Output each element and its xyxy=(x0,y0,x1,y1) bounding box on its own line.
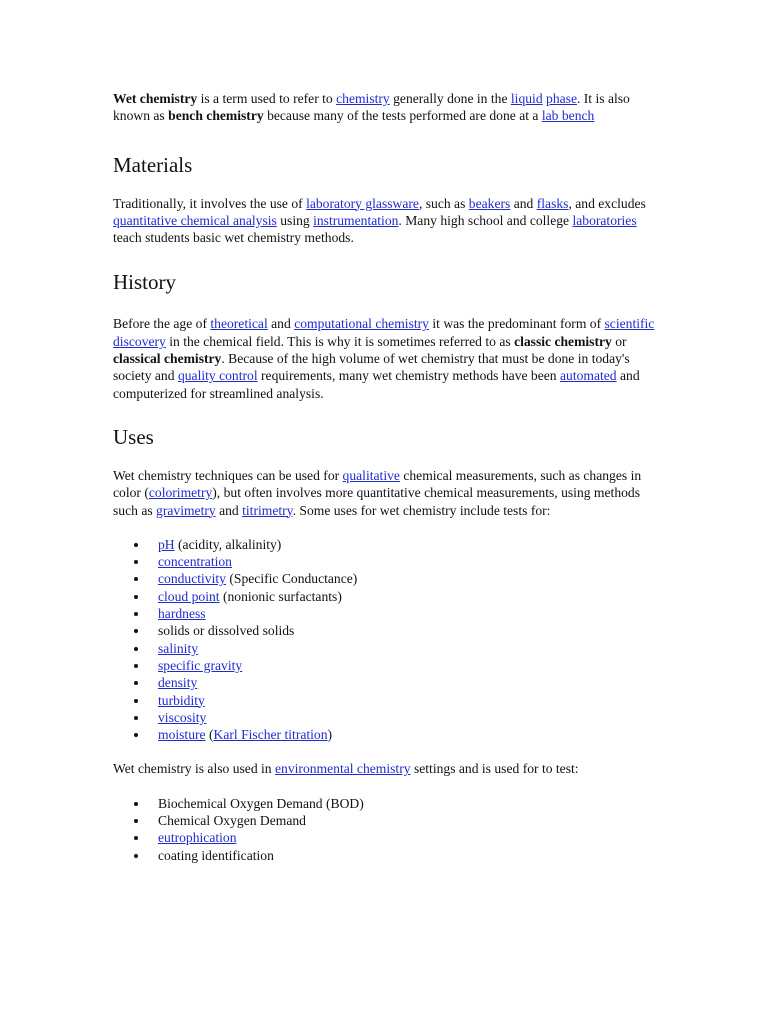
list-item xyxy=(113,795,658,812)
environment-tests-list xyxy=(113,795,658,864)
link-turbidity[interactable]: turbidity xyxy=(158,692,205,708)
link-eutrophication[interactable]: eutrophication xyxy=(158,830,237,846)
list-item xyxy=(113,640,658,657)
link-ph[interactable]: pH xyxy=(158,536,175,552)
classical-chemistry-bold: classical chemistry xyxy=(113,351,222,367)
article-body xyxy=(113,90,658,864)
list-item xyxy=(113,709,658,726)
link-lab-bench[interactable]: lab bench xyxy=(541,108,595,124)
list-item-text: solids or dissolved solids xyxy=(158,623,295,639)
list-item xyxy=(113,657,658,674)
list-item-text: Chemical Oxygen Demand xyxy=(158,813,306,829)
link-flasks[interactable]: flasks xyxy=(536,195,569,211)
list-item-note: ) xyxy=(327,727,333,743)
link-automated[interactable]: automated xyxy=(559,368,617,384)
list-item xyxy=(113,605,658,622)
link-density[interactable]: density xyxy=(158,675,198,691)
list-item xyxy=(113,570,658,587)
list-item-text: Biochemical Oxygen Demand (BOD) xyxy=(158,795,364,811)
link-colorimetry[interactable]: colorimetry xyxy=(148,485,213,501)
intro-paragraph: Wet chemistry is a term used to refer to chemistry generally done in the liquid phase. It is also known as bench chemistry because many of the tests performed are done at a lab bench xyxy=(113,91,630,124)
link-quantitative-chemical-analysis[interactable]: quantitative chemical analysis xyxy=(113,212,277,228)
link-titrimetry[interactable]: titrimetry xyxy=(242,502,293,518)
list-item xyxy=(113,847,658,864)
uses-paragraph: Wet chemistry techniques can be used for qualitative chemical measurements, such as changes in color (colorimetry), but often involves more quantitative chemical measurements, using methods such as gravimetry and titrimetry. Some uses for wet chemistry include tests for: xyxy=(113,467,642,518)
link-conductivity[interactable]: conductivity xyxy=(158,571,226,587)
list-item xyxy=(113,674,658,691)
link-instrumentation[interactable]: instrumentation xyxy=(313,212,399,228)
list-item xyxy=(113,829,658,846)
environment-paragraph: Wet chemistry is also used in environmental chemistry settings and is used for to test: xyxy=(113,761,579,777)
link-moisture[interactable]: moisture xyxy=(158,727,206,743)
list-item-text: coating identification xyxy=(158,847,274,863)
history-paragraph: Before the age of theoretical and computational chemistry it was the predominant form of scientific discovery in the chemical field. This is why it is sometimes referred to as classic chemistry or classical chemistry. Because of the high volume of wet chemistry that must be done in today's society and quality control requirements, many wet chemistry methods have been automated and computerized for streamlined analysis. xyxy=(113,316,655,401)
list-item xyxy=(113,536,658,553)
link-karl-fischer-titration[interactable]: Karl Fischer titration xyxy=(213,727,328,743)
list-item xyxy=(113,726,658,743)
link-chemistry[interactable]: chemistry xyxy=(336,91,390,106)
link-phase[interactable]: phase xyxy=(546,91,577,106)
link-concentration[interactable]: concentration xyxy=(158,554,232,570)
term-bold: Wet chemistry xyxy=(113,91,198,106)
list-item xyxy=(113,553,658,570)
link-gravimetry[interactable]: gravimetry xyxy=(156,502,216,518)
link-laboratory-glassware[interactable]: laboratory glassware xyxy=(306,195,419,211)
link-theoretical[interactable]: theoretical xyxy=(210,316,268,332)
uses-list xyxy=(113,536,658,744)
link-viscosity[interactable]: viscosity xyxy=(158,709,207,725)
materials-paragraph: Traditionally, it involves the use of laboratory glassware, such as beakers and flasks, and excludes quantitative chemical analysis using instrumentation. Many high school and college laboratories teach students basic wet chemistry methods. xyxy=(113,195,646,246)
classic-chemistry-bold: classic chemistry xyxy=(514,333,612,349)
link-liquid[interactable]: liquid xyxy=(510,91,543,106)
link-qualitative[interactable]: qualitative xyxy=(342,467,400,483)
link-salinity[interactable]: salinity xyxy=(158,640,199,656)
list-item xyxy=(113,622,658,639)
link-environmental-chemistry[interactable]: environmental chemistry xyxy=(275,761,411,777)
link-quality-control[interactable]: quality control xyxy=(177,368,258,384)
list-item-note: (Specific Conductance) xyxy=(225,571,358,587)
list-item-note: ( xyxy=(205,727,214,743)
heading-history: History xyxy=(113,270,176,295)
list-item xyxy=(113,812,658,829)
list-item-note: (acidity, alkalinity) xyxy=(174,536,282,552)
bench-chemistry-bold: bench chemistry xyxy=(168,108,264,124)
link-computational-chemistry[interactable]: computational chemistry xyxy=(294,316,429,332)
list-item-note: (nonionic surfactants) xyxy=(219,588,342,604)
link-hardness[interactable]: hardness xyxy=(158,606,206,622)
heading-materials: Materials xyxy=(113,152,193,177)
link-scientific-discovery[interactable]: scientific discovery xyxy=(113,316,655,349)
link-specific-gravity[interactable]: specific gravity xyxy=(158,657,243,673)
link-beakers[interactable]: beakers xyxy=(468,195,511,211)
list-item xyxy=(113,588,658,605)
heading-uses: Uses xyxy=(113,424,154,449)
link-cloud-point[interactable]: cloud point xyxy=(158,588,220,604)
list-item xyxy=(113,692,658,709)
link-laboratories[interactable]: laboratories xyxy=(572,212,637,228)
